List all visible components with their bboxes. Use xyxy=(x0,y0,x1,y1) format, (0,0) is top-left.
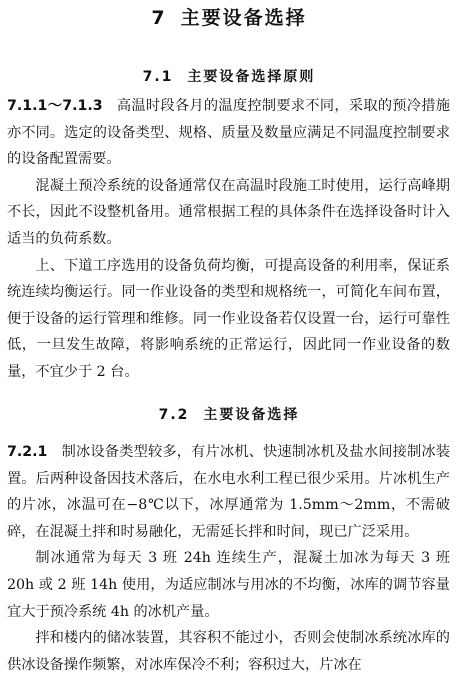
section-title: 主要设备选择原则 xyxy=(187,69,316,85)
paragraph-text: 混凝土预冷系统的设备通常仅在高温时段施工时使用，运行高峰期不长，因此不设整机备用。通常根据工程的具体条件在选择设备时计入适当的负荷系数。 xyxy=(7,177,450,247)
paragraph-text: 制冰通常为每天 3 班 24h 连续生产，混凝土加冰为每天 3 班 20h 或 2 班 14h 使用，为适应制冰与用冰的不均衡，冰库的调节容量宜大于预冷系统 4h 的冰机产量。 xyxy=(7,550,450,620)
chapter-title: 主要设备选择 xyxy=(180,7,307,29)
chapter-heading xyxy=(0,4,458,32)
paragraph xyxy=(7,625,450,678)
paragraph xyxy=(7,439,450,545)
paragraph-text: 制冰设备类型较多，有片冰机、快速制冰机及盐水间接制冰装置。后两种设备因技术落后，在水电水利工程已很少采用。片冰机生产的片冰，冰温可在−8℃以下，冰厚通常为 1.5mm～2mm，不需破碎，在混凝土拌和时易融化，无需延长拌和时间，现已广泛采用。 xyxy=(7,444,450,540)
paragraph xyxy=(7,93,450,173)
clause-number: 7.1.1～7.1.3 xyxy=(7,98,103,114)
paragraph xyxy=(7,253,450,386)
section-number: 7.1 xyxy=(142,69,174,85)
paragraph-text: 高温时段各月的温度控制要求不同，采取的预冷措施亦不同。选定的设备类型、规格、质量及数量应满足不同温度控制要求的设备配置需要。 xyxy=(7,98,450,168)
section-7-1-body xyxy=(7,93,450,386)
section-number: 7.2 xyxy=(158,407,190,423)
section-heading-7-1 xyxy=(0,67,458,87)
paragraph xyxy=(7,173,450,253)
paragraph-text: 拌和楼内的储冰装置，其容积不能过小，否则会使制冰系统冰库的供冰设备操作频繁，对冰库保冷不利；容积过大，片冰在 xyxy=(7,630,450,673)
section-heading-7-2 xyxy=(0,405,458,425)
paragraph xyxy=(7,545,450,625)
paragraph-text: 上、下道工序选用的设备负荷均衡，可提高设备的利用率，保证系统连续均衡运行。同一作业设备的类型和规格统一，可简化车间布置，便于设备的运行管理和维修。同一作业设备若仅设置一台，运行可靠性低，一旦发生故障，将影响系统的正常运行，因此同一作业设备的数量，不宜少于 2 台。 xyxy=(7,257,450,380)
section-title: 主要设备选择 xyxy=(203,407,300,423)
clause-number: 7.2.1 xyxy=(7,444,48,460)
section-7-2-body xyxy=(7,439,450,678)
chapter-number: 7 xyxy=(151,7,167,29)
